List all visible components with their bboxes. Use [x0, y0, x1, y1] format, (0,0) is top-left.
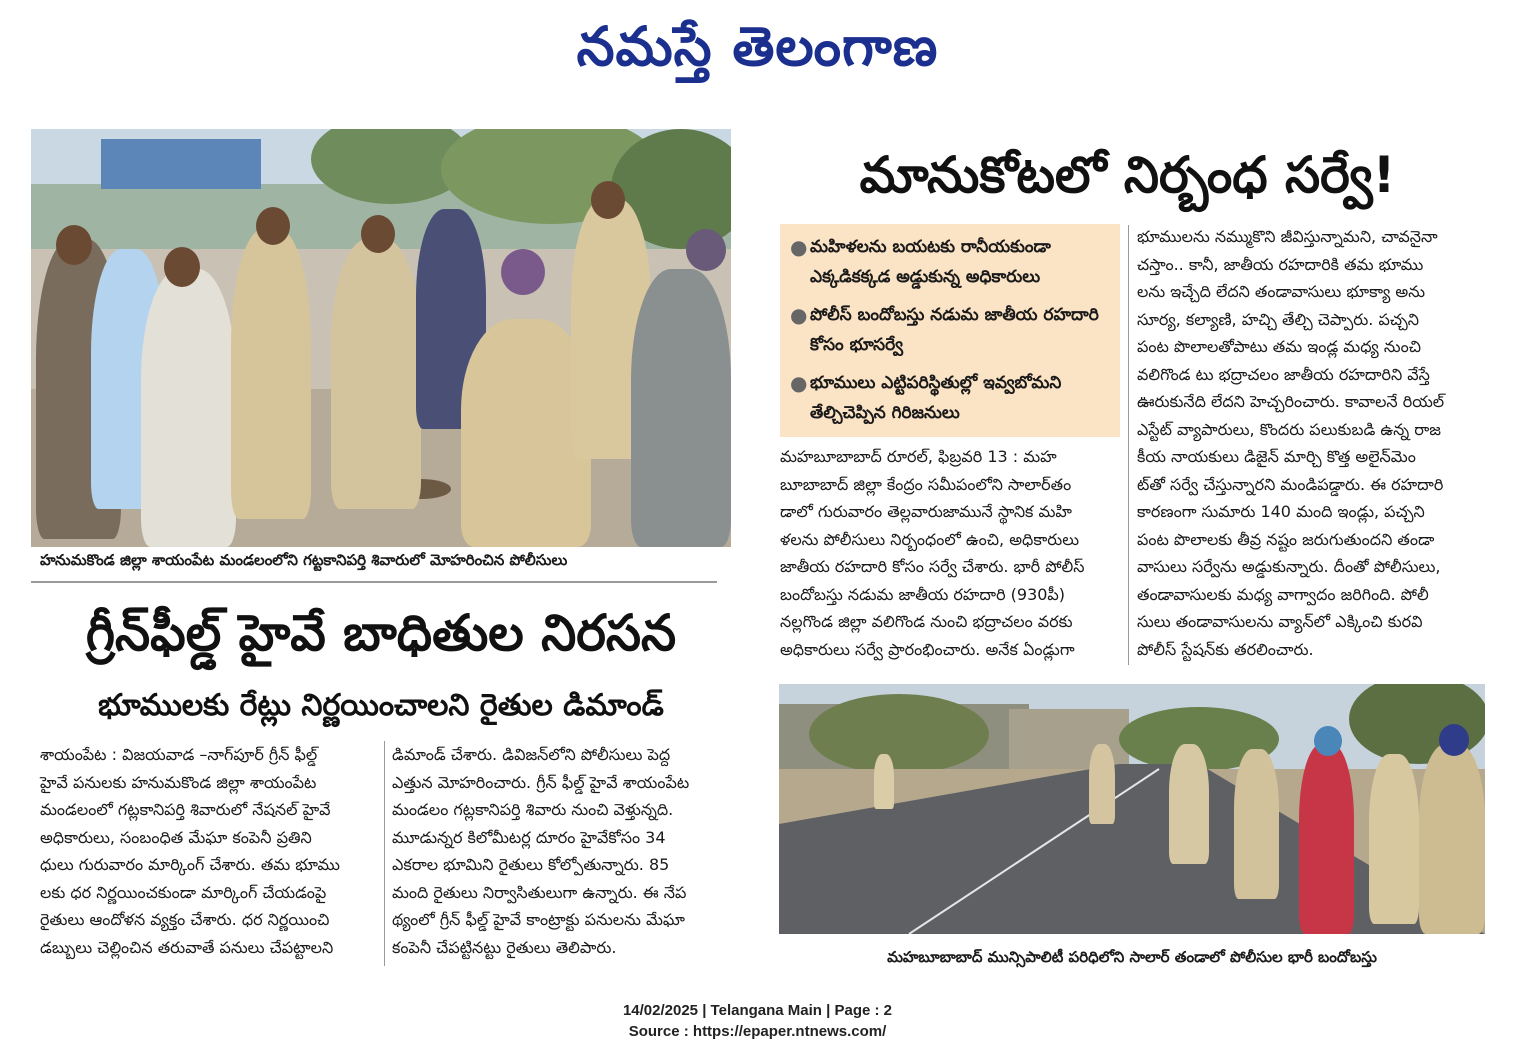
highlights-box — [780, 224, 1120, 437]
bullet-icon: ● — [790, 303, 808, 327]
right-body-column-1: మహబూబాబాద్ రూరల్, ఫిబ్రవరి 13 : మహ బూబాబాద్ జిల్లా కేంద్రం సమీపంలోని సాలార్‌తం డాలో గురువారం తెల్లవారుజామునే స్థానిక మహి ళలను పోలీసులు నిర్బంధంలో ఉంచి, అధికారులు జాతీయ రహదారి కోసం సర్వే చేశారు. భారీ పోలీస్ బందోబస్తు నడుమ జాతీయ రహదారి (930పీ) నల్లగొండ జిల్లా వలిగొండ నుంచి భద్రాచలం వరకు అధికారులు సర్వే ప్రారంభించారు. అనేక ఏండ్లుగా — [780, 447, 1085, 659]
bullet-icon: ● — [790, 235, 808, 259]
left-headline: గ్రీన్‌ఫీల్డ్ హైవే బాధితుల నిరసన — [85, 604, 677, 662]
highlight-point: ● పోలీస్ బందోబస్తు నడుమ జాతీయ రహదారి కోసం భూసర్వే — [790, 300, 1110, 360]
highlight-point: ● మహిళలను బయటకు రానీయకుండా ఎక్కడికక్కడ అడ్డుకున్న అధికారులు — [790, 232, 1110, 292]
left-column-divider — [384, 741, 385, 966]
left-divider — [31, 581, 717, 583]
right-headline: మానుకోటలో నిర్బంధ సర్వే! — [859, 146, 1396, 204]
masthead-logo: నమస్తే తెలంగాణ — [576, 14, 939, 78]
left-photo-caption: హనుమకొండ జిల్లా శాయంపేట మండలంలోని గట్టకానిపర్తి శివారులో మోహరించిన పోలీసులు — [40, 551, 568, 569]
left-body-column-1: శాయంపేట : విజయవాడ –నాగ్‌పూర్ గ్రీన్ ఫీల్డ్ హైవే పనులకు హనుమకొండ జిల్లా శాయంపేట మండలంలో గట్లకానిపర్తి శివారులో నేషనల్ హైవే అధికారులు, సంబంధిత మేఘా కంపెనీ ప్రతిని ధులు గురువారం మార్కింగ్ చేశారు. తమ భూము లకు ధర నిర్ణయించకుండా మార్కింగ్ చేయడంపై రైతులు ఆందోళన వ్యక్తం చేశారు. ధర నిర్ణయించి డబ్బులు చెల్లించిన తరువాతే పనులు చేపట్టాలని — [40, 745, 340, 957]
left-body-column-2: డిమాండ్ చేశారు. డివిజన్‌లోని పోలీసులు పెద్ద ఎత్తున మోహరించారు. గ్రీన్ ఫీల్డ్ హైవే శాయంపేట మండలం గట్లకానిపర్తి శివారు నుంచి వెళ్తున్నది. మూడున్నర కిలోమీటర్ల దూరం హైవేకోసం 34 ఎకరాల భూమిని రైతులు కోల్పోతున్నారు. 85 మంది రైతులు నిర్వాసితులుగా ఉన్నారు. ఈ నేప థ్యంలో గ్రీన్ ఫీల్డ్ హైవే కాంట్రాక్టు పనులను మేఘా కంపెనీ చేపట్టినట్టు రైతులు తెలిపారు. — [392, 745, 690, 957]
bullet-icon: ● — [790, 371, 808, 395]
highlight-point: ● భూములు ఎట్టిపరిస్థితుల్లో ఇవ్వబోమని తేల్చిచెప్పిన గిరిజనులు — [790, 368, 1110, 428]
right-body-column-2: భూములను నమ్ముకొని జీవిస్తున్నామని, చావనైనా చస్తాం.. కానీ, జాతీయ రహదారికి తమ భూము లను ఇచ్చేది లేదని తండావాసులు భూక్యా అను సూర్య, కల్యాణి, హచ్చి తేల్చి చెప్పారు. పచ్చని పంట పొలాలతోపాటు తమ ఇండ్ల మధ్య నుంచి వలిగొండ టు భద్రాచలం జాతీయ రహదారిని వేస్తే ఊరుకునేది లేదని హెచ్చరించారు. కావాలనే రియల్ ఎస్టేట్ వ్యాపారులు, కొందరు పలుకుబడి ఉన్న రాజ కీయ నాయకులు డిజైన్ మార్చి కొత్త అలైన్‌మెం ట్‌తో సర్వే చేస్తున్నారని మండిపడ్డారు. ఈ రహదారి కారణంగా సుమారు 140 మంది ఇండ్లు, పచ్చని పంట పొలాలకు తీవ్ర నష్టం జరుగుతుందని తండా వాసులు సర్వేను అడ్డుకున్నారు. దీంతో పోలీసులు, తండావాసులకు మధ్య వాగ్వాదం జరిగింది. పోలీ సులు తండావాసులను వ్యాన్‌లో ఎక్కించి కురవి పోలీస్ స్టేషన్‌కు తరలించారు. — [1137, 227, 1445, 659]
right-photo-caption: మహబూబాబాద్ మున్సిపాలిటీ పరిధిలోని సాలార్ తండాలో పోలీసుల భారీ బందోబస్తు — [887, 948, 1377, 966]
footer-date-line: 14/02/2025 | Telangana Main | Page : 2 — [622, 1002, 893, 1019]
crowd-police-photo — [31, 129, 731, 547]
left-subheadline: భూములకు రేట్లు నిర్ణయించాలని రైతుల డిమాండ్ — [98, 688, 664, 723]
footer-source-link[interactable]: Source : https://epaper.ntnews.com/ — [628, 1023, 887, 1040]
right-column-divider — [1128, 225, 1129, 665]
road-police-photo — [779, 684, 1485, 934]
